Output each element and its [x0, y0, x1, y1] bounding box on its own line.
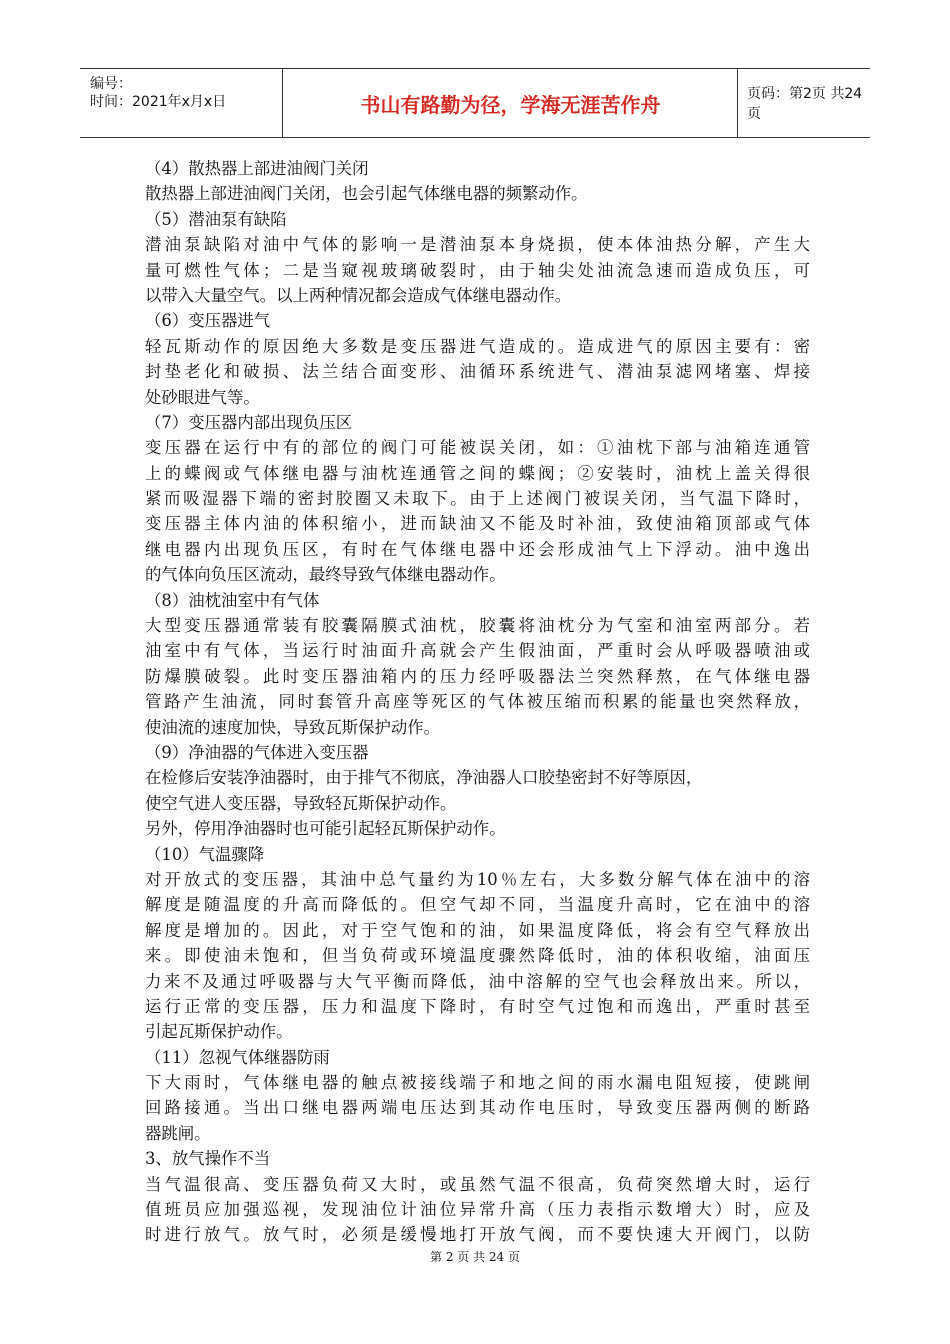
body-text-line: 的气体向负压区流动，最终导致气体继电器动作。 — [145, 565, 506, 585]
body-text-line: 使空气进人变压器，导致轻瓦斯保护动作。 — [145, 793, 457, 813]
body-text-line: 力来不及通过呼吸器与大气平衡而降低，油中溶解的空气也会释放出来。所以， — [145, 971, 810, 991]
body-text-line: 管路产生油流，同时套管升高座等死区的气体被压缩而积累的能量也突然释放， — [145, 692, 810, 712]
body-text-line: 下大雨时，气体继电器的触点被接线端子和地之间的雨水漏电阻短接，使跳闸 — [145, 1073, 810, 1093]
body-text-line: 紧而吸湿器下端的密封胶圈又未取下。由于上述阀门被误关闭，当气温下降时， — [145, 489, 810, 509]
body-text-line: 在检修后安装净油器时，由于排气不彻底，净油器人口胶垫密封不好等原因， — [145, 768, 703, 788]
body-text-line: 值班员应加强巡视，发现油位计油位异常升高（压力表指示数增大）时，应及 — [145, 1200, 810, 1220]
body-text-line: 对开放式的变压器，其油中总气量约为10％左右，大多数分解气体在油中的溶 — [145, 869, 810, 889]
body-text-line: 潜油泵缺陷对油中气体的影响一是潜油泵本身烧损，使本体油热分解，产生大 — [145, 235, 810, 255]
body-text-line: 时进行放气。放气时，必须是缓慢地打开放气阀，而不要快速大开阀门，以防 — [145, 1225, 810, 1245]
page-header — [80, 68, 870, 138]
body-text-line: （7）变压器内部出现负压区 — [145, 412, 353, 432]
body-text-line: （4）散热器上部进油阀门关闭 — [145, 159, 369, 178]
body-text-line: 引起瓦斯保护动作。 — [145, 1022, 293, 1042]
header-meta — [80, 69, 283, 137]
body-text-line: 以带入大量空气。以上两种情况都会造成气体继电器动作。 — [145, 285, 572, 305]
body-text-line: 变压器在运行中有的部位的阀门可能被误关闭，如：①油枕下部与油箱连通管 — [145, 438, 810, 458]
body-text-line: 继电器内出现负压区，有时在气体继电器中还会形成油气上下浮动。油中逸出 — [145, 539, 810, 559]
body-text-line: 大型变压器通常装有胶囊隔膜式油枕，胶囊将油枕分为气室和油室两部分。若 — [145, 616, 810, 636]
body-text-line: 油室中有气体，当运行时油面升高就会产生假油面，严重时会从呼吸器喷油或 — [145, 641, 810, 661]
body-text-line: 轻瓦斯动作的原因绝大多数是变压器进气造成的。造成进气的原因主要有：密 — [145, 336, 810, 356]
body-text-line: （5）潜油泵有缺陷 — [145, 209, 287, 229]
document-number-label: 编号： — [90, 76, 132, 92]
body-text-line: （8）油枕油室中有气体 — [145, 590, 320, 610]
body-text-line: （11）忽视气体继器防雨 — [145, 1047, 330, 1067]
body-text-line: 防爆膜破裂。此时变压器油箱内的压力经呼吸器法兰突然释熬，在气体继电器 — [145, 666, 810, 686]
page-footer: 第 2 页 共 24 页 — [430, 1250, 520, 1264]
document-date-label: 时间：2021年x月x日 — [90, 94, 227, 110]
body-text-line: 量可燃性气体；二是当窥视玻璃破裂时，由于轴尖处油流急速而造成负压，可 — [145, 260, 810, 280]
body-text-line: 封垫老化和破损、法兰结合面变形、油循环系统进气、潜油泵滤网堵塞、焊接 — [145, 362, 810, 382]
body-text-line: 处砂眼进气等。 — [145, 387, 260, 407]
body-text-line: 使油流的速度加快，导致瓦斯保护动作。 — [145, 717, 441, 737]
body-text-line: 器跳闸。 — [145, 1123, 211, 1143]
header-page-label: 页码：第2页 共24页 — [747, 86, 863, 122]
header-page-cell — [739, 69, 870, 137]
body-text-line: 解度是增加的。因此，对于空气饱和的油，如果温度降低，将会有空气释放出 — [145, 920, 810, 940]
body-text-line: 运行正常的变压器，压力和温度下降时，有时空气过饱和而逸出，严重时甚至 — [145, 996, 810, 1016]
header-motto: 书山有路勤为径，学海无涯苦作舟 — [360, 92, 661, 117]
body-text-line: 上的蝶阀或气体继电器与油枕连通管之间的蝶阀；②安装时，油枕上盖关得很 — [145, 463, 810, 483]
body-text-line: 散热器上部进油阀门关闭，也会引起气体继电器的频繁动作。 — [145, 184, 588, 204]
document-body — [145, 156, 810, 1248]
body-text-line: （6）变压器进气 — [145, 311, 271, 331]
body-text-line: 变压器主体内油的体积缩小，进而缺油又不能及时补油，致使油箱顶部或气体 — [145, 514, 810, 534]
body-text-line: （9）净油器的气体进入变压器 — [145, 742, 369, 762]
body-text-line: 另外，停用净油器时也可能引起轻瓦斯保护动作。 — [145, 819, 506, 839]
body-text-line: 3、放气操作不当 — [145, 1149, 271, 1169]
header-motto-cell — [284, 69, 738, 137]
body-text-line: （10）气温骤降 — [145, 844, 265, 864]
body-text-line: 回路接通。当出口继电器两端电压达到其动作电压时，导致变压器两侧的断路 — [145, 1098, 810, 1118]
body-text-line: 来。即使油未饱和，但当负荷或环境温度骤然降低时，油的体积收缩，油面压 — [145, 946, 810, 966]
body-text-line: 当气温很高、变压器负荷又大时，或虽然气温不很高，负荷突然增大时，运行 — [145, 1174, 810, 1194]
body-text-line: 解度是随温度的升高而降低的。但空气却不同，当温度升高时，它在油中的溶 — [145, 895, 810, 915]
